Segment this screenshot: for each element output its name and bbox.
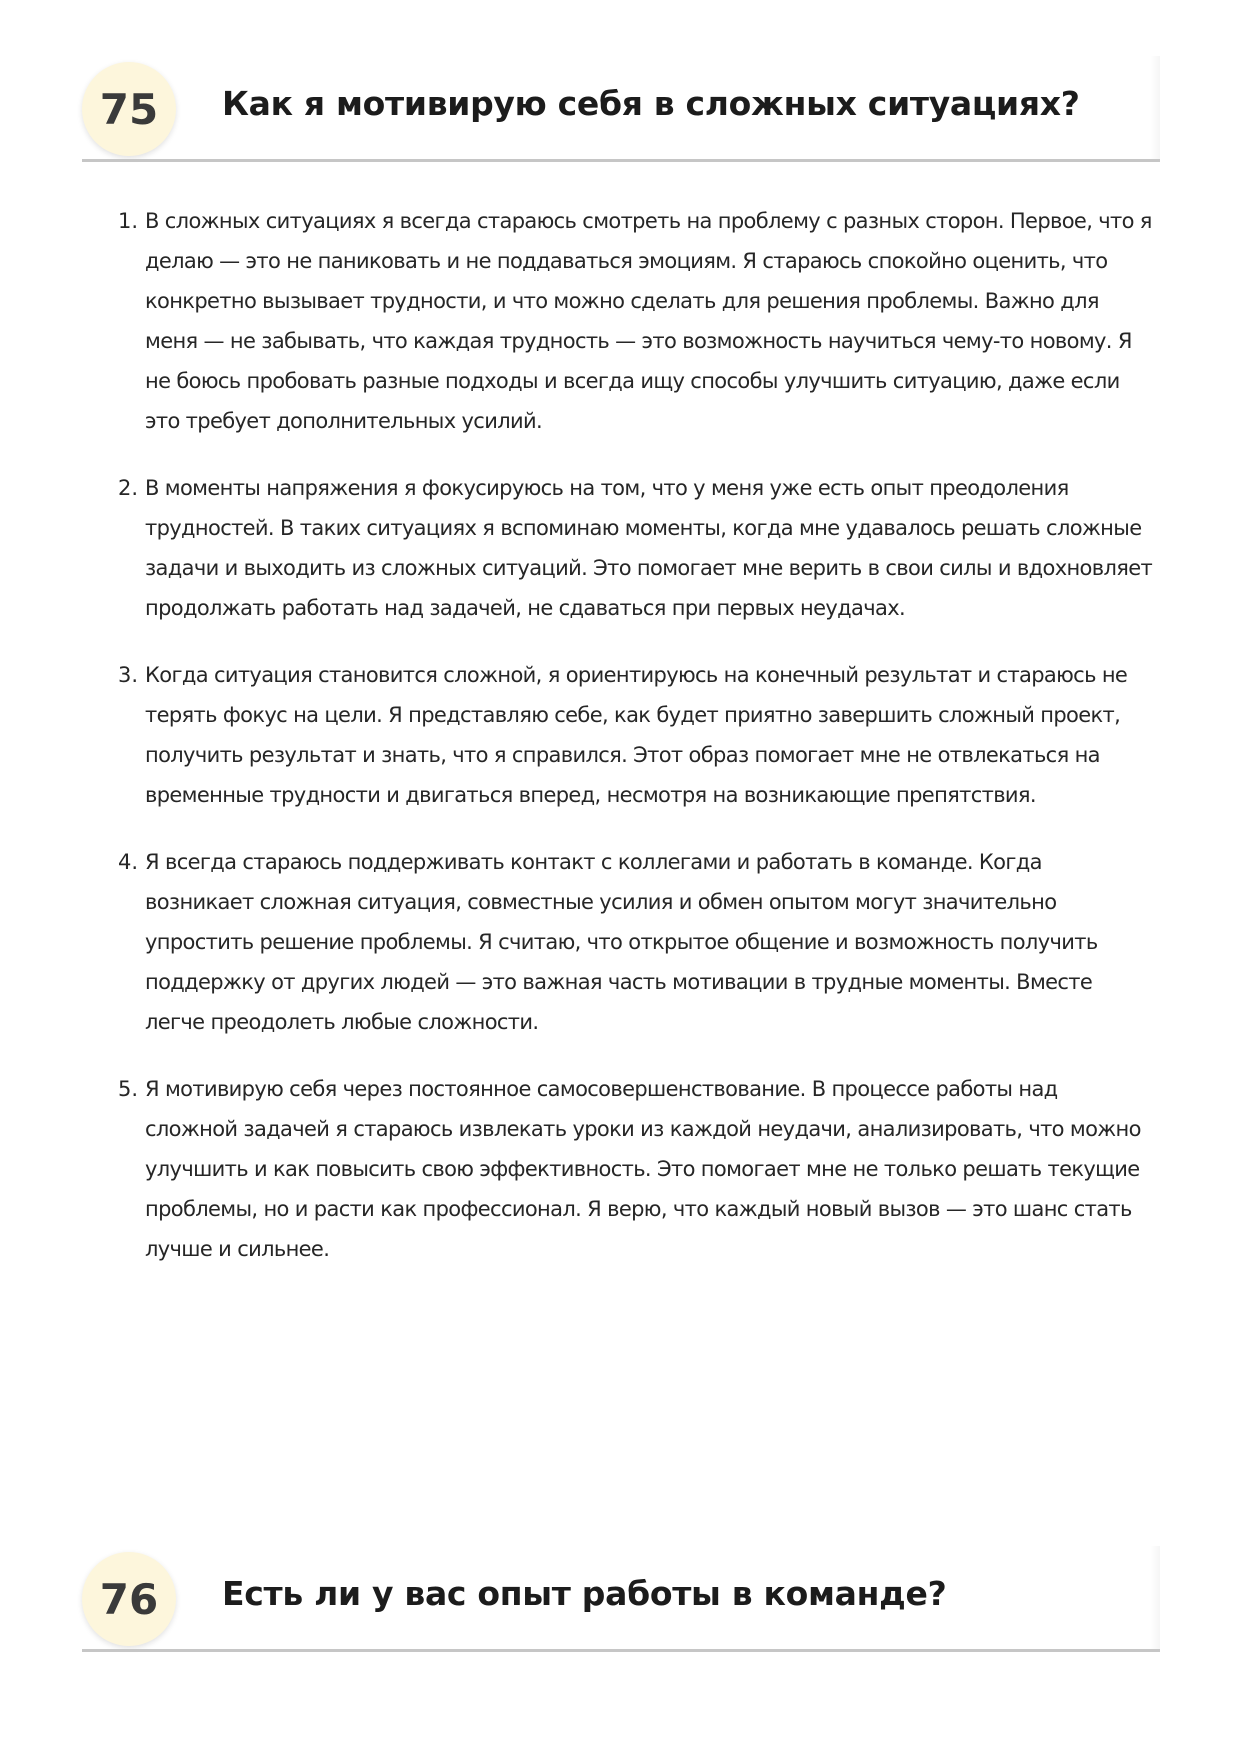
answer-text: Я всегда стараюсь поддерживать контакт с коллегами и работать в команде. Когда возникает сложная ситуация, совместные усилия и обмен опытом могут значительно упростить решение проблемы. Я считаю, что открытое общение и возможность получить поддержку от других людей — это важная часть мотивации в трудные моменты. Вместе легче преодолеть любые сложности. (145, 850, 1098, 1034)
answer-text: Когда ситуация становится сложной, я ориентируюсь на конечный результат и стараюсь не терять фокус на цели. Я представляю себе, как будет приятно завершить сложный проект, получить результат и знать, что я справился. Этот образ помогает мне не отвлекаться на временные трудности и двигаться вперед, несмотря на возникающие препятствия. (145, 663, 1128, 807)
answer-number: 3. (118, 663, 139, 687)
answer-number: 2. (118, 476, 139, 500)
answer-item (118, 655, 1153, 815)
answer-text: В сложных ситуациях я всегда стараюсь смотреть на проблему с разных сторон. Первое, что я делаю — это не паниковать и не поддаваться эмоциям. Я стараюсь спокойно оценить, что конкретно вызывает трудности, и что можно сделать для решения проблемы. Важно для меня — не забывать, что каждая трудность — это возможность научиться чему-то новому. Я не боюсь пробовать разные подходы и всегда ищу способы улучшить ситуацию, даже если это требует дополнительных усилий. (145, 209, 1152, 433)
answers-list (118, 201, 1153, 1296)
answer-number: 1. (118, 209, 139, 233)
answer-number: 4. (118, 850, 139, 874)
answer-item (118, 1069, 1153, 1269)
answer-text: Я мотивирую себя через постоянное самосовершенствование. В процессе работы над сложной задачей я стараюсь извлекать уроки из каждой неудачи, анализировать, что можно улучшить и как повысить свою эффективность. Это помогает мне не только решать текущие проблемы, но и расти как профессионал. Я верю, что каждый новый вызов — это шанс стать лучше и сильнее. (145, 1077, 1141, 1261)
question-header-76 (82, 1546, 1160, 1652)
answer-item (118, 201, 1153, 441)
question-title: Есть ли у вас опыт работы в команде? (222, 1574, 947, 1613)
header-divider (82, 1649, 1160, 1652)
answer-item (118, 468, 1153, 628)
answer-number: 5. (118, 1077, 139, 1101)
question-number-badge: 76 (82, 1552, 176, 1646)
answer-item (118, 842, 1153, 1042)
question-header-75 (82, 56, 1160, 162)
question-number-badge: 75 (82, 62, 176, 156)
header-divider (82, 159, 1160, 162)
answer-text: В моменты напряжения я фокусируюсь на том, что у меня уже есть опыт преодоления трудностей. В таких ситуациях я вспоминаю моменты, когда мне удавалось решать сложные задачи и выходить из сложных ситуаций. Это помогает мне верить в свои силы и вдохновляет продолжать работать над задачей, не сдаваться при первых неудачах. (145, 476, 1153, 620)
question-title: Как я мотивирую себя в сложных ситуациях? (222, 84, 1080, 123)
